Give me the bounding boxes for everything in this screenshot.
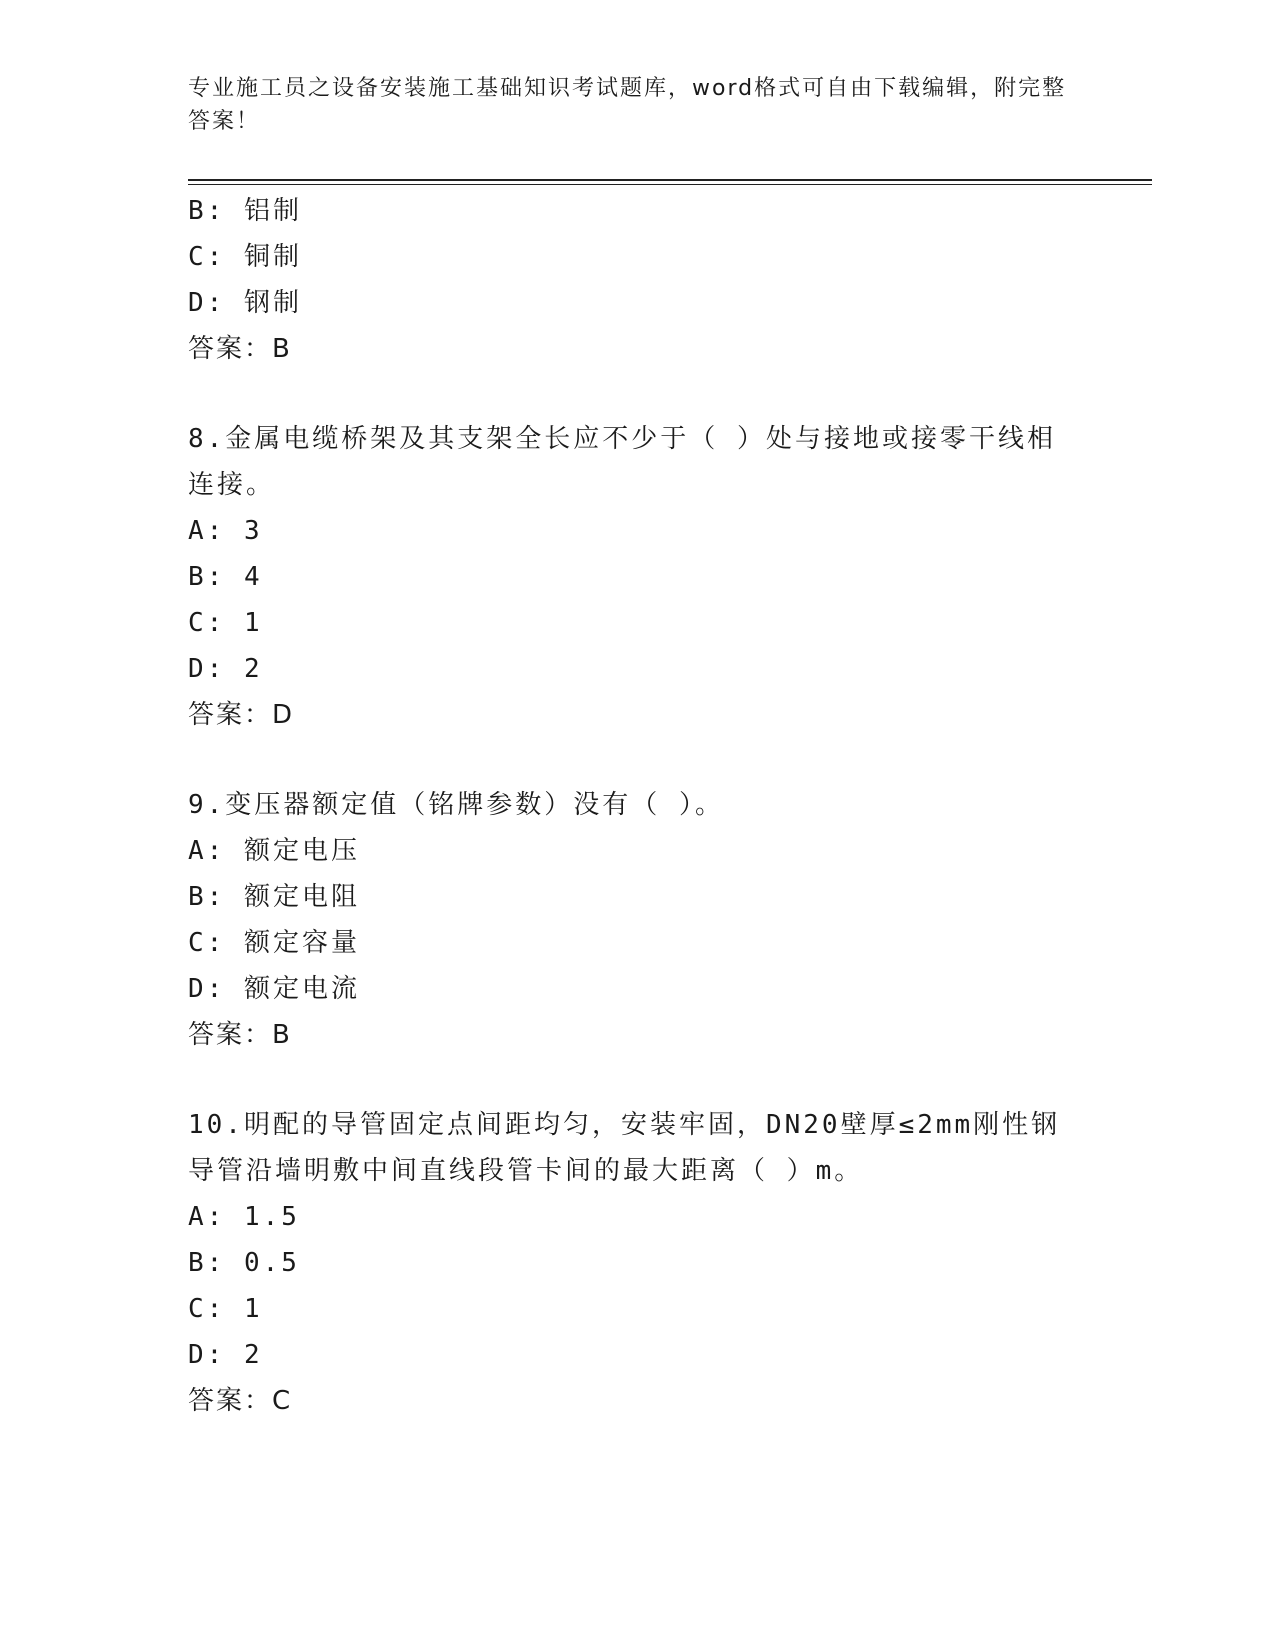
option-c: C: 1 — [188, 608, 263, 638]
answer: 答案：B — [188, 1020, 292, 1050]
question-8-block — [188, 416, 1088, 738]
option-d: D: 2 — [188, 654, 263, 684]
option-d: D: 额定电流 — [188, 974, 360, 1004]
question-content — [188, 188, 1088, 1424]
question-9-text: 9.变压器额定值（铭牌参数）没有（ ）。 — [188, 790, 724, 820]
option-b: B: 0.5 — [188, 1248, 300, 1278]
document-header: 专业施工员之设备安装施工基础知识考试题库，word格式可自由下载编辑，附完整答案！ — [188, 76, 1067, 134]
header-divider-thick — [188, 179, 1152, 181]
answer: 答案：C — [188, 1386, 293, 1416]
option-a: A: 1.5 — [188, 1202, 300, 1232]
option-c: C: 1 — [188, 1294, 263, 1324]
question-10-block — [188, 1102, 1088, 1424]
option-a: A: 额定电压 — [188, 836, 360, 866]
question-8-text: 8.金属电缆桥架及其支架全长应不少于（ ）处与接地或接零干线相连接。 — [188, 424, 1056, 500]
option-d: D: 2 — [188, 1340, 263, 1370]
header-divider-thin — [188, 184, 1152, 185]
question-10-text: 10.明配的导管固定点间距均匀，安装牢固，DN20壁厚≤2mm刚性钢导管沿墙明敷中间直线段管卡间的最大距离（ ）m。 — [188, 1110, 1061, 1186]
option-b: B: 4 — [188, 562, 263, 592]
answer: 答案：D — [188, 700, 295, 730]
prev-question-block — [188, 188, 1088, 372]
option-d: D: 钢制 — [188, 288, 302, 318]
question-9-block — [188, 782, 1088, 1058]
option-c: C: 铜制 — [188, 242, 302, 272]
option-c: C: 额定容量 — [188, 928, 360, 958]
option-b: B: 额定电阻 — [188, 882, 360, 912]
answer: 答案：B — [188, 334, 292, 364]
option-a: A: 3 — [188, 516, 263, 546]
option-b: B: 铝制 — [188, 196, 302, 226]
